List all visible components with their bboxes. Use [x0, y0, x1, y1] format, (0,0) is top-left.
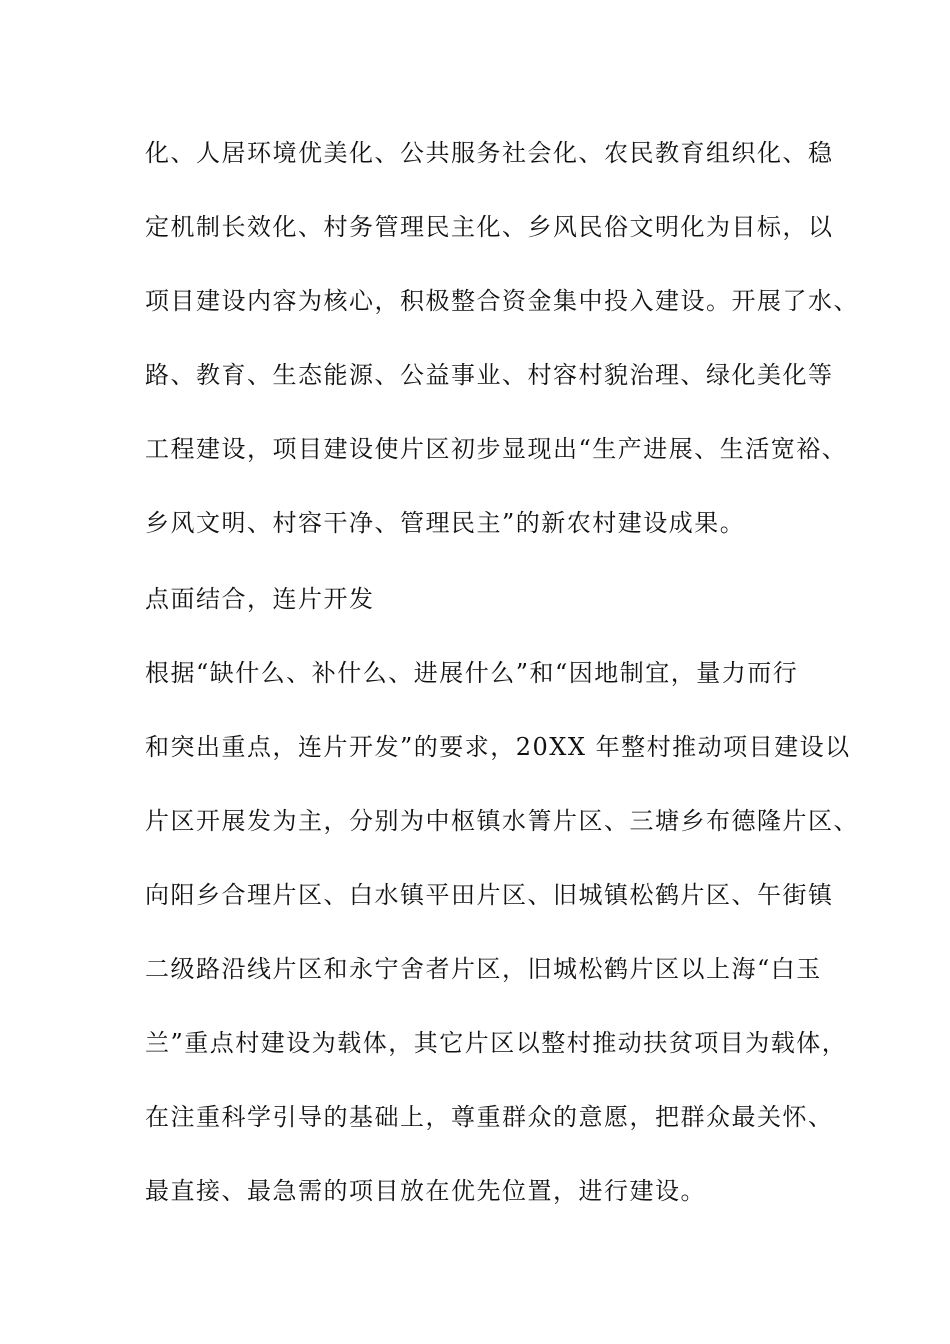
paragraph-line: 和突出重点，连片开发”的要求，20XX 年整村推动项目建设以 [145, 733, 851, 761]
paragraph-line: 片区开展发为主，分别为中枢镇水箐片区、三塘乡布德隆片区、 [145, 807, 859, 835]
paragraph-line: 兰”重点村建设为载体，其它片区以整村推动扶贫项目为载体， [145, 1029, 848, 1057]
paragraph-line: 根据“缺什么、补什么、进展什么”和“因地制宜，量力而行 [145, 659, 799, 687]
paragraph-line: 乡风文明、村容干净、管理民主”的新农村建设成果。 [145, 509, 746, 537]
paragraph-line: 最直接、最急需的项目放在优先位置，进行建设。 [145, 1177, 706, 1205]
paragraph-line: 在注重科学引导的基础上，尊重群众的意愿，把群众最关怀、 [145, 1103, 834, 1131]
paragraph-line: 项目建设内容为核心，积极整合资金集中投入建设。开展了水、 [145, 287, 859, 315]
paragraph-line: 工程建设，项目建设使片区初步显现出“生产进展、生活宽裕、 [145, 435, 848, 463]
paragraph-line: 化、人居环境优美化、公共服务社会化、农民教育组织化、稳 [145, 139, 834, 167]
section-heading: 点面结合，连片开发 [145, 585, 375, 613]
paragraph-line: 定机制长效化、村务管理民主化、乡风民俗文明化为目标，以 [145, 213, 834, 241]
paragraph-line: 路、教育、生态能源、公益事业、村容村貌治理、绿化美化等 [145, 361, 834, 389]
paragraph-line: 向阳乡合理片区、白水镇平田片区、旧城镇松鹤片区、午街镇 [145, 881, 834, 909]
paragraph-line: 二级路沿线片区和永宁舍者片区，旧城松鹤片区以上海“白玉 [145, 955, 822, 983]
